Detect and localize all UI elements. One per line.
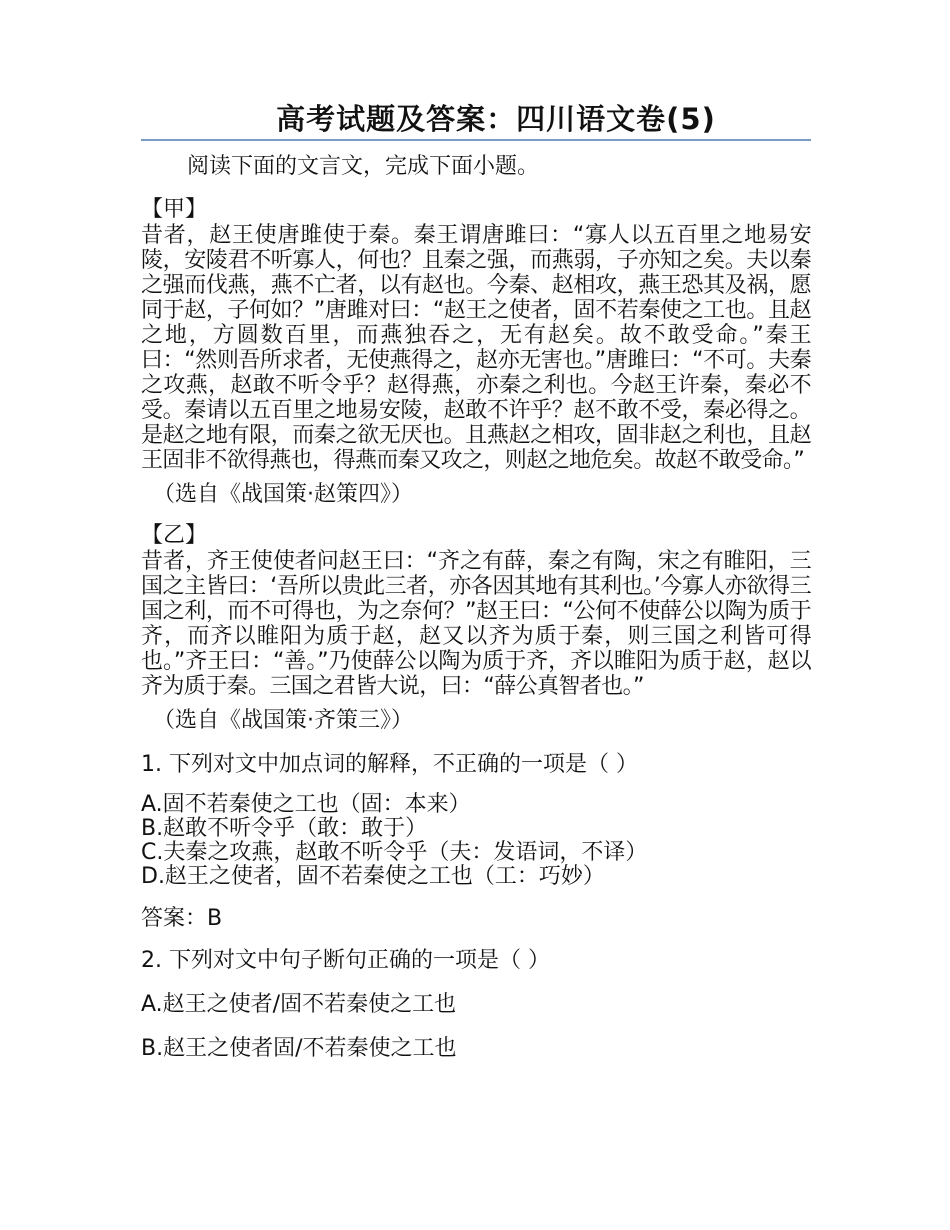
question-1-stem: 1. 下列对文中加点词的解释，不正确的一项是（ ）: [141, 752, 638, 777]
question-2-option-a: A.赵王之使者/固不若秦使之工也: [141, 992, 457, 1017]
passage-b-source: （选自《战国策·齐策三》）: [153, 708, 413, 733]
document-title: 高考试题及答案：四川语文卷(5): [276, 102, 716, 136]
question-1-option-a: A.固不若秦使之工也（固：本来）: [141, 792, 471, 817]
question-1-options: [141, 793, 811, 889]
question-2-stem: 2. 下列对文中句子断句正确的一项是（ ）: [141, 948, 550, 973]
passage-a-text: 昔者，赵王使唐雎使于秦。秦王谓唐雎曰：“寡人以五百里之地易安陵，安陵君不听寡人，何也？且秦之强，而燕弱，子亦知之矣。夫以秦之强而伐燕，燕不亡者，以有赵也。今秦、赵相攻，燕王恐其及祸，愿同于赵，子何如？”唐雎对曰：“赵王之使者，固不若秦使之工也。且赵之地，方圆数百里，而燕独吞之，无有赵矣。故不敢受命。”秦王曰：“然则吾所求者，无使燕得之，赵亦无害也。”唐雎曰：“不可。夫秦之攻燕，赵敢不听令乎？赵得燕，亦秦之利也。今赵王许秦，秦必不受。秦请以五百里之地易安陵，赵敢不许乎？赵不敢不受，秦必得之。是赵之地有限，而秦之欲无厌也。且燕赵之相攻，固非赵之利也，且赵王固非不欲得燕也，得燕而秦又攻之，则赵之地危矣。故赵不敢受命。”: [141, 223, 811, 473]
question-1-option-b: B.赵敢不听令乎（敢：敢于）: [141, 816, 428, 841]
passage-b-text: 昔者，齐王使使者问赵王曰：“齐之有薛，秦之有陶，宋之有睢阳，三国之主皆曰：‘吾所以贵此三者，亦各因其地有其利也。’今寡人亦欲得三国之利，而不可得也，为之奈何？”赵王曰：“公何不使薛公以陶为质于齐，而齐以睢阳为质于赵，赵又以齐为质于秦，则三国之利皆可得也。”齐王曰：“善。”乃使薛公以陶为质于齐，齐以睢阳为质于赵，赵以齐为质于秦。三国之君皆大说，曰：“薛公真智者也。”: [141, 549, 811, 699]
title-underline: [141, 139, 811, 141]
document-page: [141, 100, 811, 1065]
question-2-option-b: B.赵王之使者固/不若秦使之工也: [141, 1036, 457, 1061]
question-1-option-c: C.夫秦之攻燕，赵敢不听令乎（夫：发语词，不译）: [141, 840, 648, 865]
question-1-option-d: D.赵王之使者，固不若秦使之工也（工：巧妙）: [141, 864, 605, 889]
passage-a-source: （选自《战国策·赵策四》）: [153, 482, 413, 507]
instructions: 阅读下面的文言文，完成下面小题。: [187, 154, 540, 179]
passage-a-label: 【甲】: [141, 197, 208, 222]
passage-b-label: 【乙】: [141, 523, 208, 548]
question-1-answer: 答案：B: [141, 906, 223, 931]
